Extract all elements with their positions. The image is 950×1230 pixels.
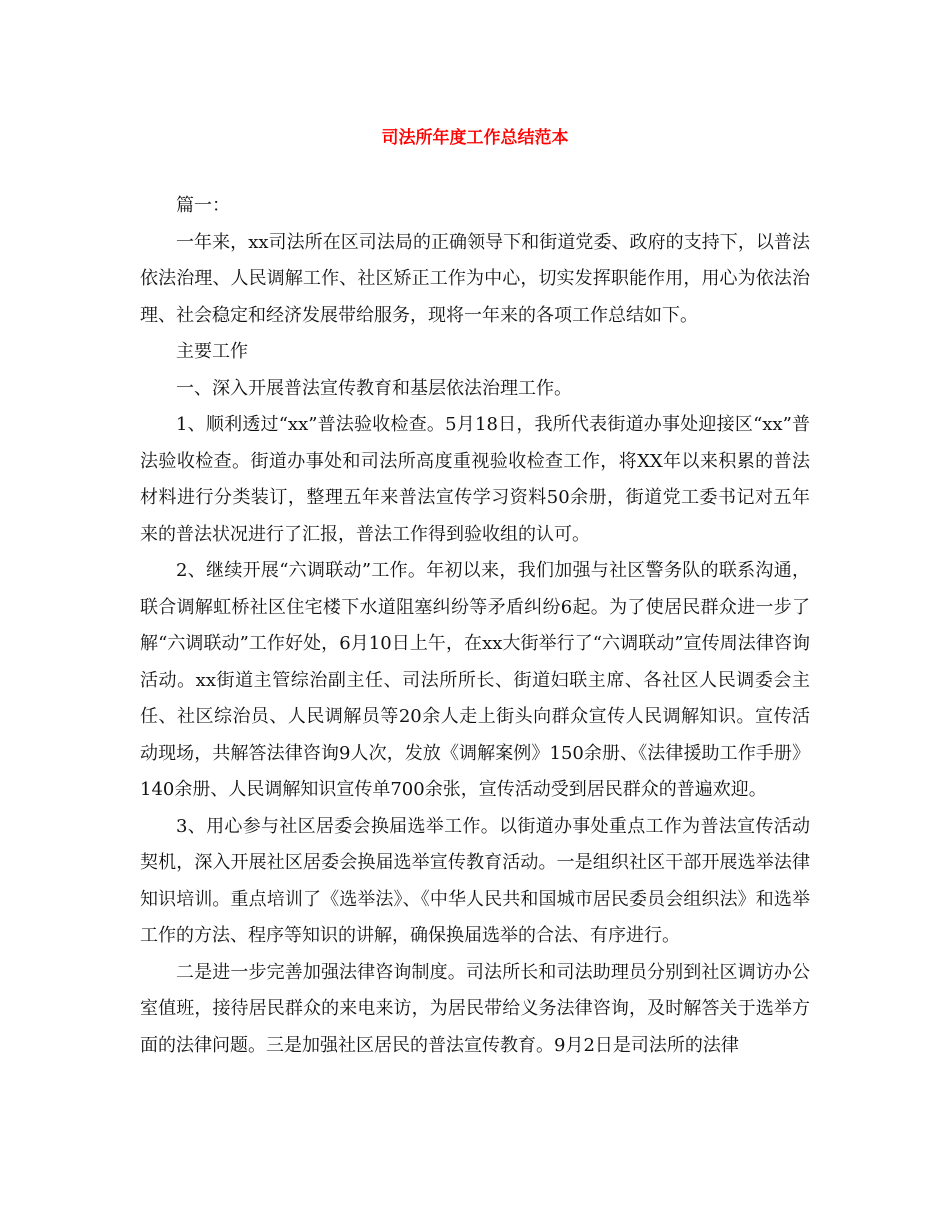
- paragraph-item-1: 1、顺利透过“xx”普法验收检查。5月18日，我所代表街道办事处迎接区“xx”普法验收检查。街道办事处和司法所高度重视验收检查工作，将XX年以来积累的普法材料进行分类装订，整理五年来普法宣传学习资料50余册，街道党工委书记对五年来的普法状况进行了汇报，普法工作得到验收组的认可。: [140, 414, 810, 545]
- intro-paragraph: 一年来，xx司法所在区司法局的正确领导下和街道党委、政府的支持下，以普法依法治理、人民调解工作、社区矫正工作为中心，切实发挥职能作用，用心为依法治理、社会稳定和经济发展带给服务，现将一年来的各项工作总结如下。: [140, 231, 810, 326]
- section-heading-one: 一、深入开展普法宣传教育和基层依法治理工作。: [176, 377, 572, 399]
- section-heading-part-one: 篇一：: [176, 195, 230, 216]
- document-title: 司法所年度工作总结范本: [381, 128, 569, 148]
- paragraph-continuation: 二是进一步完善加强法律咨询制度。司法所长和司法助理员分别到社区调访办公室值班，接待居民群众的来电来访，为居民带给义务法律咨询，及时解答关于选举方面的法律问题。三是加强社区居民的普法宣传教育。9月2日是司法所的法律: [140, 961, 810, 1056]
- paragraph-item-3: 3、用心参与社区居委会换届选举工作。以街道办事处重点工作为普法宣传活动契机，深入开展社区居委会换届选举宣传教育活动。一是组织社区干部开展选举法律知识培训。重点培训了《选举法》、《中华人民共和国城市居民委员会组织法》和选举工作的方法、程序等知识的讲解，确保换届选举的合法、有序进行。: [140, 815, 810, 946]
- document-body: [140, 188, 810, 1064]
- paragraph-item-2: 2、继续开展“六调联动”工作。年初以来，我们加强与社区警务队的联系沟通，联合调解虹桥社区住宅楼下水道阻塞纠纷等矛盾纠纷6起。为了使居民群众进一步了解“六调联动”工作好处，6月10日上午，在xx大街举行了“六调联动”宣传周法律咨询活动。xx街道主管综治副主任、司法所所长、街道妇联主席、各社区人民调委会主任、社区综治员、人民调解员等20余人走上街头向群众宣传人民调解知识。宣传活动现场，共解答法律咨询9人次，发放《调解案例》150余册、《法律援助工作手册》140余册、人民调解知识宣传单700余张，宣传活动受到居民群众的普遍欢迎。: [140, 560, 810, 800]
- main-work-heading: 主要工作: [176, 341, 248, 362]
